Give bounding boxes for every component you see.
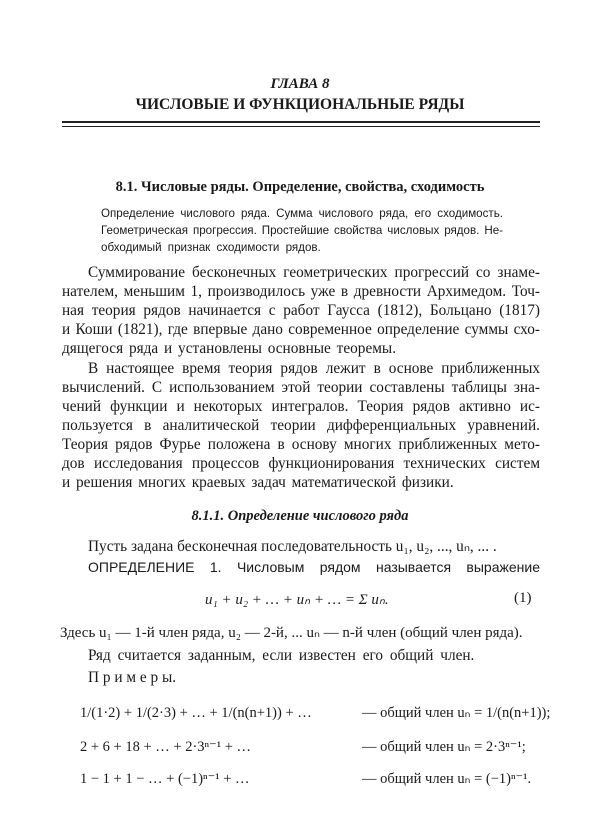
paragraph-line: Теория рядов Фурье положена в основу многих приближенных мето- — [62, 436, 540, 453]
example-series: 1 − 1 + 1 − … + (−1)ⁿ⁻¹ + … — [80, 771, 250, 787]
title-rule-thick — [62, 121, 540, 123]
explanation-line: Здесь u₁ — 1-й член ряда, u₂ — 2-й, ... uₙ — n-й член (общий член ряда). — [60, 625, 523, 641]
paragraph-line: ная теория рядов начинается с работ Гаусса (1812), Больцано (1817) — [62, 302, 540, 319]
sequence-line: Пусть задана бесконечная последовательность u₁, u₂, ..., uₙ, ... . — [88, 538, 497, 555]
paragraph-line: В настоящее время теория рядов лежит в основе приближенных — [88, 360, 540, 377]
title-rule-thin — [62, 126, 540, 127]
example-general-term: — общий член uₙ = (−1)ⁿ⁻¹. — [362, 771, 532, 787]
paragraph-line: и решения многих краевых задач математической физики. — [62, 474, 454, 491]
abstract-line: Определение числового ряда. Сумма числового ряда, его сходимость. — [101, 207, 503, 220]
paragraph-line: и Коши (1821), где впервые дано современное определение суммы схо- — [62, 321, 540, 338]
paragraph-line: дов исследования процессов функционирования технических систем — [62, 455, 540, 472]
section-heading: 8.1. Числовые ряды. Определение, свойства, сходимость — [115, 179, 485, 195]
paragraph-line: пользуется в аналитической теории дифференциальных уравнений. — [62, 417, 540, 434]
examples-label: П р и м е р ы. — [88, 669, 177, 686]
abstract-line: обходимый признак сходимости рядов. — [101, 241, 321, 254]
paragraph-line: нателем, меньшим 1, производилось уже в древности Архимедом. Точ- — [62, 283, 540, 300]
formula: u₁ + u₂ + … + uₙ + … = Σ uₙ. — [205, 592, 389, 608]
example-general-term: — общий член uₙ = 2·3ⁿ⁻¹; — [362, 739, 526, 755]
given-line: Ряд считается заданным, если известен его общий член. — [88, 647, 475, 664]
abstract-line: Геометрическая прогрессия. Простейшие свойства числовых рядов. Не- — [101, 224, 503, 237]
example-general-term: — общий член uₙ = 1/(n(n+1)); — [362, 705, 551, 721]
example-series: 2 + 6 + 18 + … + 2·3ⁿ⁻¹ + … — [80, 739, 252, 755]
example-series: 1/(1·2) + 1/(2·3) + … + 1/(n(n+1)) + … — [80, 705, 312, 721]
formula-number: (1) — [514, 590, 532, 606]
chapter-label: ГЛАВА 8 — [270, 76, 330, 92]
paragraph-line: чений функции и некоторых интегралов. Теория рядов активно ис- — [62, 398, 540, 415]
paragraph-line: вычислений. С использованием этой теории составлены таблицы зна- — [62, 379, 540, 396]
definition-line: ОПРЕДЕЛЕНИЕ 1. Числовым рядом называется выражение — [88, 559, 540, 575]
chapter-title: ЧИСЛОВЫЕ И ФУНКЦИОНАЛЬНЫЕ РЯДЫ — [135, 96, 465, 113]
paragraph-line: Суммирование бесконечных геометрических прогрессий со знаме- — [88, 264, 540, 281]
subsection-heading: 8.1.1. Определение числового ряда — [191, 508, 409, 524]
paragraph-line: дящегося ряда и установлены основные теоремы. — [62, 340, 397, 357]
